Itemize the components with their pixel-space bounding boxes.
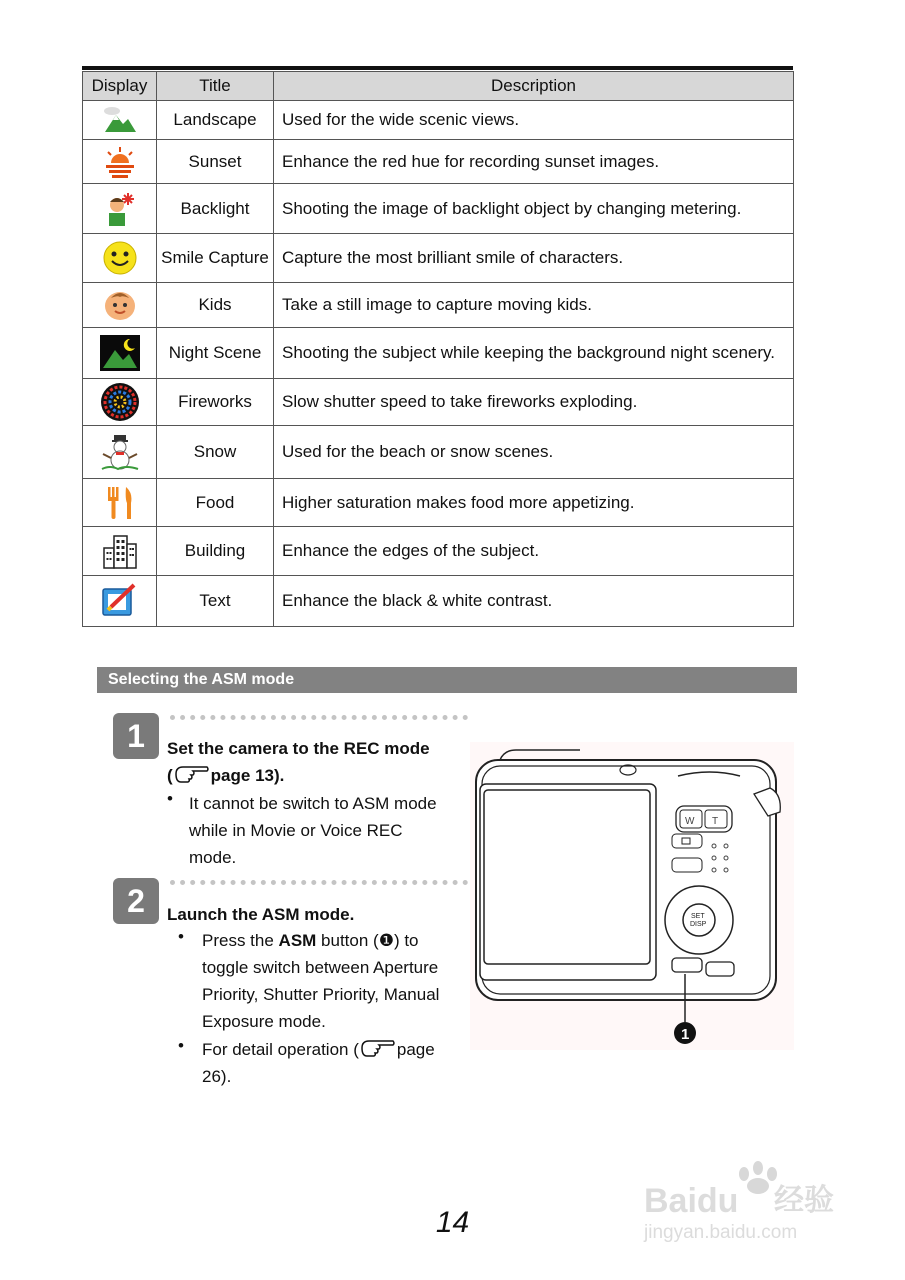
mode-description: Used for the wide scenic views. [274,101,794,140]
table-row [83,426,794,479]
food-icon [102,485,138,521]
text-icon [100,582,140,620]
mode-description: Shooting the image of backlight object by changing metering. [274,184,794,234]
section-header [97,667,797,693]
mode-title: Food [157,479,274,527]
mode-description: Used for the beach or snow scenes. [274,426,794,479]
table-row [83,479,794,527]
table-row [83,379,794,426]
table-row [83,101,794,140]
section-title: Selecting the ASM mode [108,671,295,688]
page-number: 14 [435,1206,470,1239]
zoom-w-label: W [685,816,695,827]
step-2-badge: 2 [113,878,159,924]
dotted-divider [170,715,468,720]
header-title: Title [157,72,274,101]
table-row [83,184,794,234]
step-1-bullet-line: while in Movie or Voice REC [189,821,403,840]
pointing-hand-icon [173,762,211,784]
camera-back-drawing [470,742,794,1050]
mode-title: Building [157,527,274,576]
table-row [83,234,794,283]
set-label: SET [691,913,705,920]
bullet-dot: • [178,927,184,946]
snow-icon [100,433,140,471]
bullet-dot: • [167,789,173,808]
step-2-heading: Launch the ASM mode. [167,905,355,924]
mode-title: Text [157,576,274,627]
step-1-reference: ( page 13). [167,762,284,789]
baidu-watermark [640,1150,860,1250]
mode-description: Enhance the edges of the subject. [274,527,794,576]
camera-illustration [470,742,794,1050]
building-icon [101,532,139,570]
table-row [83,527,794,576]
table-header-row [83,72,794,101]
mode-description: Shooting the subject while keeping the background night scenery. [274,328,794,379]
table-row [83,576,794,627]
backlight-icon [101,191,139,227]
step-1-heading: Set the camera to the REC mode [167,739,430,758]
mode-title: Fireworks [157,379,274,426]
mode-title: Kids [157,283,274,328]
step-2-bullet-line: Exposure mode. [202,1012,326,1031]
landscape-icon [102,105,138,135]
step-2-bullet-line: toggle switch between Aperture [202,958,439,977]
mode-description: Slow shutter speed to take fireworks exploding. [274,379,794,426]
dotted-divider [170,880,468,885]
scene-mode-table [82,71,794,627]
mode-description: Capture the most brilliant smile of characters. [274,234,794,283]
table-row [83,328,794,379]
pointing-hand-icon [359,1036,397,1058]
mode-description: Higher saturation makes food more appetizing. [274,479,794,527]
zoom-t-label: T [712,816,719,827]
night-scene-icon [99,334,141,372]
top-rule [82,66,793,70]
step-2-bullet-line: Priority, Shutter Priority, Manual [202,985,440,1004]
disp-label: DISP [690,921,707,928]
header-display: Display [83,72,157,101]
table-row [83,283,794,328]
mode-description: Take a still image to capture moving kids. [274,283,794,328]
step-2-bullet-line: 26). [202,1067,232,1086]
mode-title: Snow [157,426,274,479]
step-2-bullet-2: For detail operation ( page [202,1036,435,1063]
mode-title: Backlight [157,184,274,234]
mode-description: Enhance the black & white contrast. [274,576,794,627]
fireworks-icon [100,382,140,422]
step-1-bullet-line: mode. [189,848,237,867]
header-description: Description [274,72,794,101]
callout-marker: ❶ [378,931,394,950]
step-1-bullet-line: It cannot be switch to ASM mode [189,794,437,813]
mode-title: Smile Capture [157,234,274,283]
sunset-icon [102,145,138,179]
callout-number: 1 [681,1026,690,1043]
watermark-cn: 经验 [774,1183,834,1218]
step-2-bullet-1: Press the ASM button (❶) to [202,931,419,950]
mode-title: Landscape [157,101,274,140]
watermark-url: jingyan.baidu.com [644,1222,798,1243]
smile-capture-icon [102,240,138,276]
mode-title: Sunset [157,140,274,184]
bullet-dot: • [178,1036,184,1055]
mode-description: Enhance the red hue for recording sunset images. [274,140,794,184]
kids-icon [102,288,138,322]
step-1-badge: 1 [113,713,159,759]
table-row [83,140,794,184]
mode-title: Night Scene [157,328,274,379]
watermark-brand: Baidu [644,1182,739,1220]
